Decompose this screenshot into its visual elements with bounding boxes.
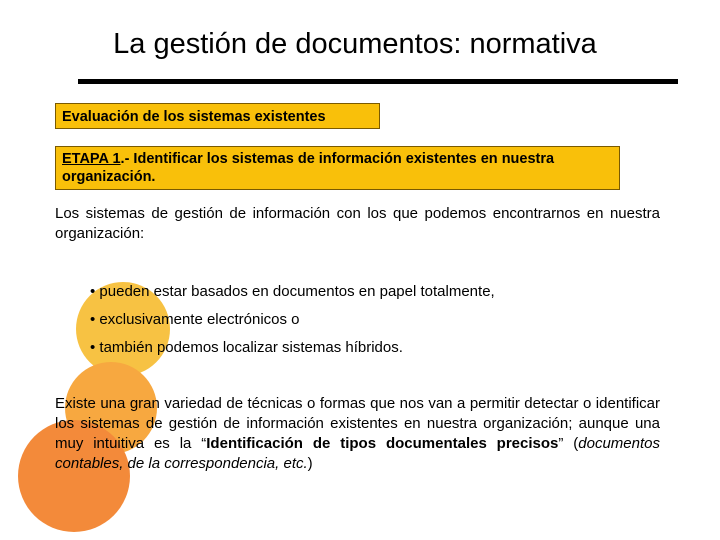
stage-box <box>55 146 620 190</box>
list-item: • también podemos localizar sistemas híbridos. <box>90 339 403 356</box>
closing-bold-text: Identificación de tipos documentales precisos <box>206 435 559 452</box>
closing-paragraph <box>55 394 660 474</box>
closing-text: Existe una gran variedad de técnicas o formas que nos van a permitir detectar o identificar los sistemas de gestión de información existentes en nuestra organización; aunque una muy intuitiva es la “ <box>55 395 660 452</box>
slide-title: La gestión de documentos: normativa <box>113 28 597 60</box>
closing-italic-text: documentos contables, de la correspondencia, etc. <box>55 435 660 472</box>
closing-text-end: ) <box>307 455 313 472</box>
list-item: • pueden estar basados en documentos en papel totalmente, <box>90 283 495 300</box>
section-box: Evaluación de los sistemas existentes <box>55 103 380 129</box>
stage-label: ETAPA 1 <box>62 151 121 167</box>
closing-text-middle: ” ( <box>558 435 579 452</box>
intro-paragraph: Los sistemas de gestión de información con los que podemos encontrarnos en nuestra organización: <box>55 205 660 242</box>
title-underline <box>78 79 678 84</box>
list-item: • exclusivamente electrónicos o <box>90 311 300 328</box>
stage-text: .- Identificar los sistemas de información existentes en nuestra organización. <box>62 151 555 185</box>
